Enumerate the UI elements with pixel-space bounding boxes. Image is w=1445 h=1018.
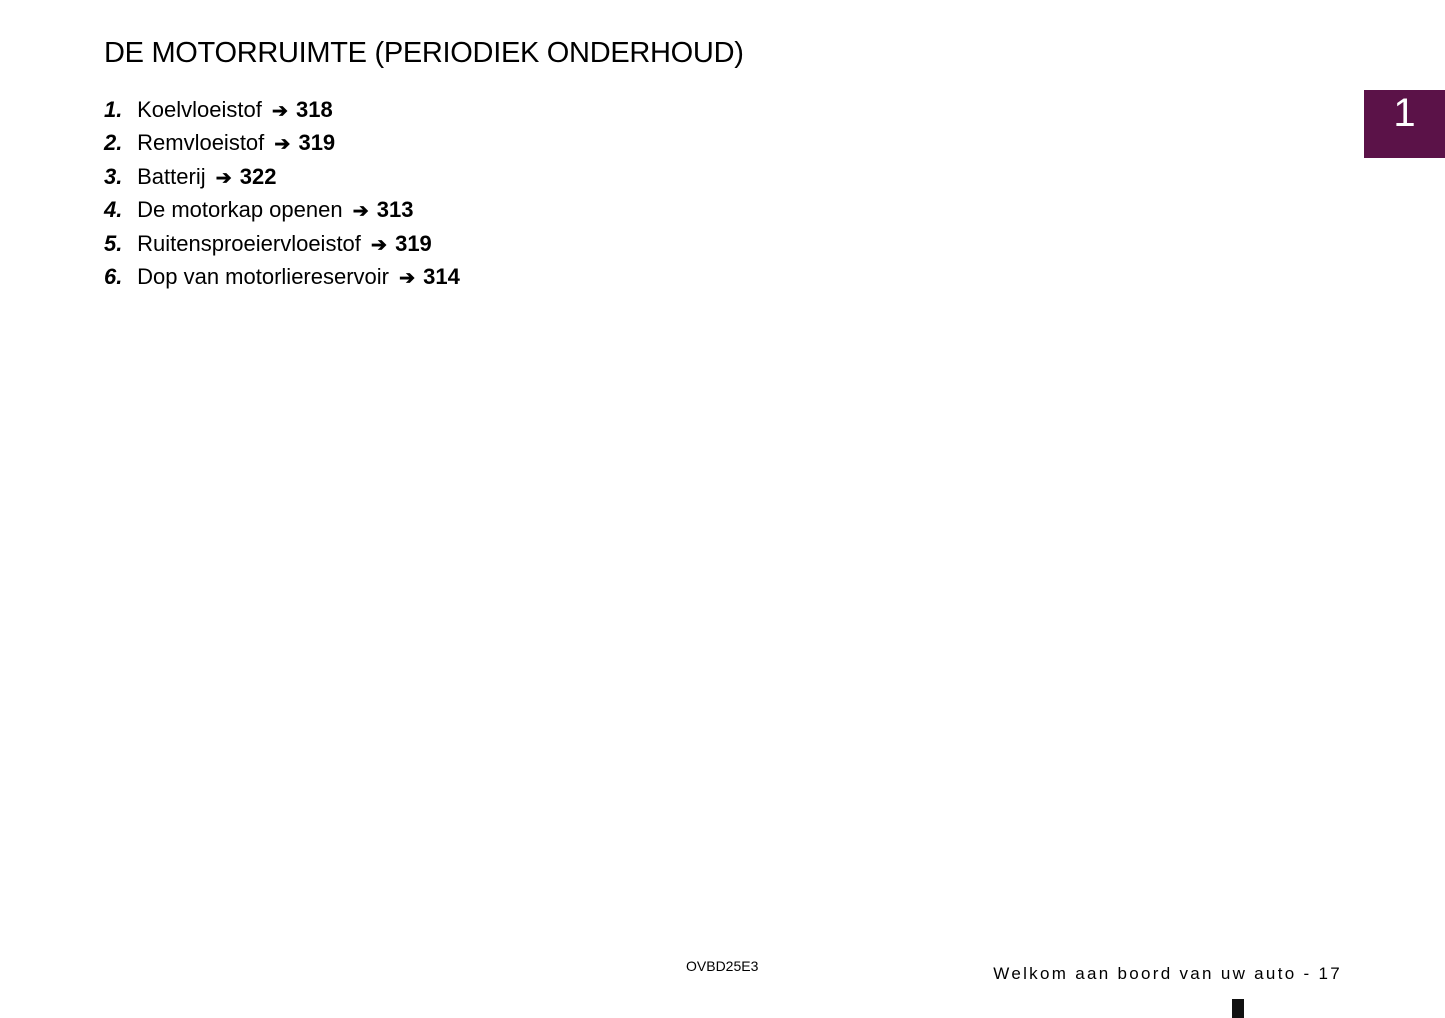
list-item — [104, 93, 460, 126]
item-page-reference: 319 — [298, 130, 336, 156]
arrow-right-icon: ➔ — [274, 134, 291, 156]
maintenance-item-list — [104, 93, 460, 293]
item-label: Koelvloeistof — [137, 97, 262, 122]
page-edge-marker — [1232, 999, 1244, 1018]
list-item — [104, 260, 460, 293]
arrow-right-icon: ➔ — [399, 267, 416, 289]
item-label: Dop van motorliereservoir — [137, 263, 389, 289]
item-page-reference: 319 — [395, 230, 432, 256]
item-page-reference: 318 — [296, 97, 333, 122]
item-number: 3. — [104, 163, 123, 189]
list-item — [104, 227, 460, 260]
item-number: 2. — [104, 130, 123, 156]
item-number: 1. — [104, 97, 123, 122]
item-label: Ruitensproeiervloeistof — [137, 230, 361, 256]
arrow-right-icon: ➔ — [272, 101, 288, 122]
list-item — [104, 193, 460, 226]
page-footer: Welkom aan boord van uw auto - 17 — [993, 964, 1342, 983]
arrow-right-icon: ➔ — [352, 201, 369, 223]
list-item — [104, 160, 460, 193]
item-label: Remvloeistof — [137, 130, 265, 156]
page-title: DE MOTORRUIMTE (PERIODIEK ONDERHOUD) — [104, 37, 744, 69]
item-page-reference: 313 — [376, 197, 414, 223]
chapter-tab: 1 — [1364, 90, 1445, 158]
arrow-right-icon: ➔ — [215, 167, 232, 189]
item-number: 4. — [104, 197, 123, 223]
item-label: De motorkap openen — [137, 197, 343, 223]
image-code: OVBD25E3 — [686, 958, 759, 974]
item-label: Batterij — [137, 163, 206, 189]
list-item — [104, 126, 460, 159]
arrow-right-icon: ➔ — [371, 234, 387, 256]
item-page-reference: 322 — [239, 163, 277, 189]
item-number: 5. — [104, 230, 123, 256]
item-number: 6. — [104, 263, 123, 289]
item-page-reference: 314 — [423, 263, 460, 289]
